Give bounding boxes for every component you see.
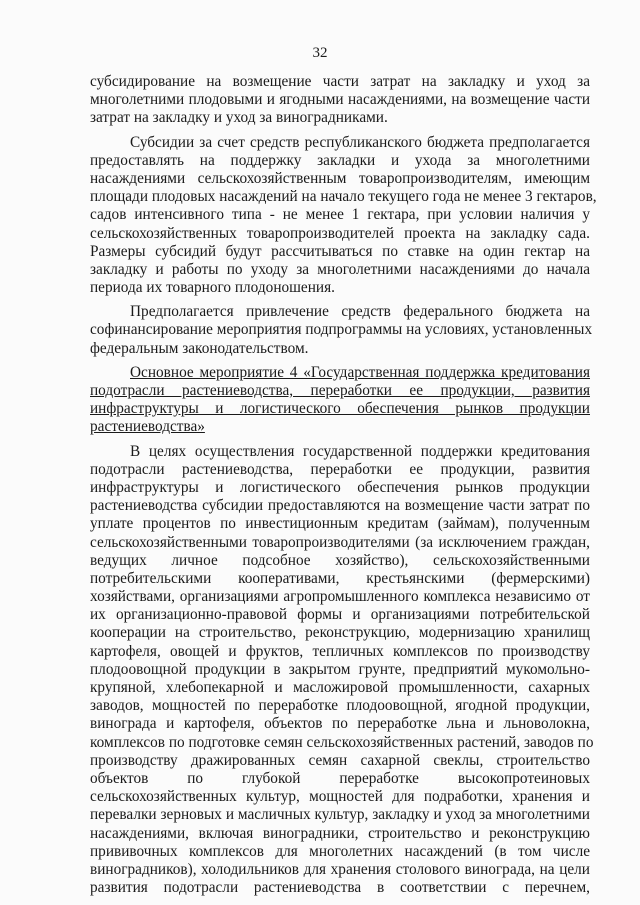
text-line: инфраструктуры и логистического обеспечения рынков продукции: [90, 400, 590, 418]
text-line: хозяйствами, организациями агропромышленного комплекса независимо от: [90, 588, 590, 606]
text-line: сельскохозяйственными товаропроизводителями (за исключением граждан,: [90, 533, 590, 551]
text-line: картофеля, овощей и фруктов, тепличных комплексов по производству: [90, 642, 590, 660]
text-line: предоставлять на поддержку закладки и ухода за многолетними: [90, 151, 590, 169]
text-line: сельскохозяйственных товаропроизводителей проекта на закладку сада.: [90, 224, 590, 242]
text-line: субсидирование на возмещение части затрат на закладку и уход за: [90, 73, 590, 90]
text-line: Предполагается привлечение средств федерального бюджета на: [130, 303, 590, 321]
text-line: потребительскими кооперативами, крестьянскими (фермерскими): [90, 569, 590, 587]
text-line: площади плодовых насаждений на начало текущего года не менее 3 гектаров,: [90, 188, 597, 206]
text-line: их организационно-правовой формы и организациями потребительской: [90, 606, 590, 624]
text-line: растениеводства»: [90, 418, 205, 436]
text-line: ведущих личное подсобное хозяйство), сельскохозяйственными: [90, 551, 590, 569]
text-line: плодоовощной продукции в закрытом грунте, предприятий мукомольно-: [90, 660, 590, 678]
text-line: Субсидии за счет средств республиканского бюджета предполагается: [130, 133, 590, 151]
text-line: закладку и работы по уходу за многолетними насаждениями до начала: [90, 260, 590, 278]
text-line: сельскохозяйственных культур, мощностей для подработки, хранения и: [90, 788, 590, 806]
text-line: кооперации на строительство, реконструкцию, модернизацию хранилищ: [90, 624, 590, 642]
document-body: [90, 73, 597, 897]
text-line: Основное мероприятие 4 «Государственная поддержка кредитования: [130, 363, 590, 381]
text-line: В целях осуществления государственной поддержки кредитования: [130, 442, 590, 460]
text-line: комплексов по подготовке семян сельскохозяйственных растений, заводов по: [90, 733, 594, 751]
text-line: прививочных комплексов для многолетних насаждений (в том числе: [90, 842, 590, 860]
text-line: федеральным законодательством.: [90, 339, 309, 357]
text-line: производству дражированных семян сахарной свеклы, строительство: [90, 751, 590, 769]
page-number: 32: [312, 45, 328, 61]
text-line: периода их товарного плодоношения.: [90, 279, 335, 297]
text-line: объектов по глубокой переработке высокопротеиновых: [90, 769, 590, 787]
text-line: насаждениями, включая виноградники, строительство и реконструкцию: [90, 824, 590, 842]
text-line: насаждениями сельскохозяйственным товаропроизводителям, имеющим: [90, 169, 590, 187]
text-line: садов интенсивного типа - не менее 1 гектара, при условии наличия у: [90, 206, 590, 224]
text-line: инфраструктуры и логистического обеспечения рынков продукции: [90, 478, 590, 496]
text-line: заводов, мощностей по переработке плодоовощной, ягодной продукции,: [90, 697, 590, 715]
text-line: софинансирование мероприятия подпрограммы на условиях, установленных: [90, 321, 593, 339]
text-line: подотрасли растениеводства, переработки ее продукции, развития: [90, 382, 590, 399]
text-line: винограда и картофеля, объектов по переработке льна и льноволокна,: [90, 715, 590, 733]
text-line: перевалки зерновых и масличных культур, закладку и уход за многолетними: [90, 806, 590, 824]
text-line: виноградников), холодильников для хранения столового винограда, на цели: [90, 860, 590, 878]
text-line: многолетними плодовыми и ягодными насаждениями, на возмещение части: [90, 91, 590, 109]
text-line: Размеры субсидий будут рассчитываться по ставке на один гектар на: [90, 242, 590, 260]
text-line: затрат на закладку и уход за виноградниками.: [90, 109, 388, 127]
text-line: подотрасли растениеводства, переработки ее продукции, развития: [90, 460, 590, 478]
text-line: крупяной, хлебопекарной и масложировой промышленности, сахарных: [90, 679, 590, 696]
text-line: развития подотрасли растениеводства в соответствии с перечнем,: [90, 879, 590, 897]
text-line: растениеводства субсидии предоставляются на возмещение части затрат по: [90, 497, 590, 515]
text-line: уплате процентов по инвестиционным кредитам (займам), полученным: [90, 515, 590, 533]
